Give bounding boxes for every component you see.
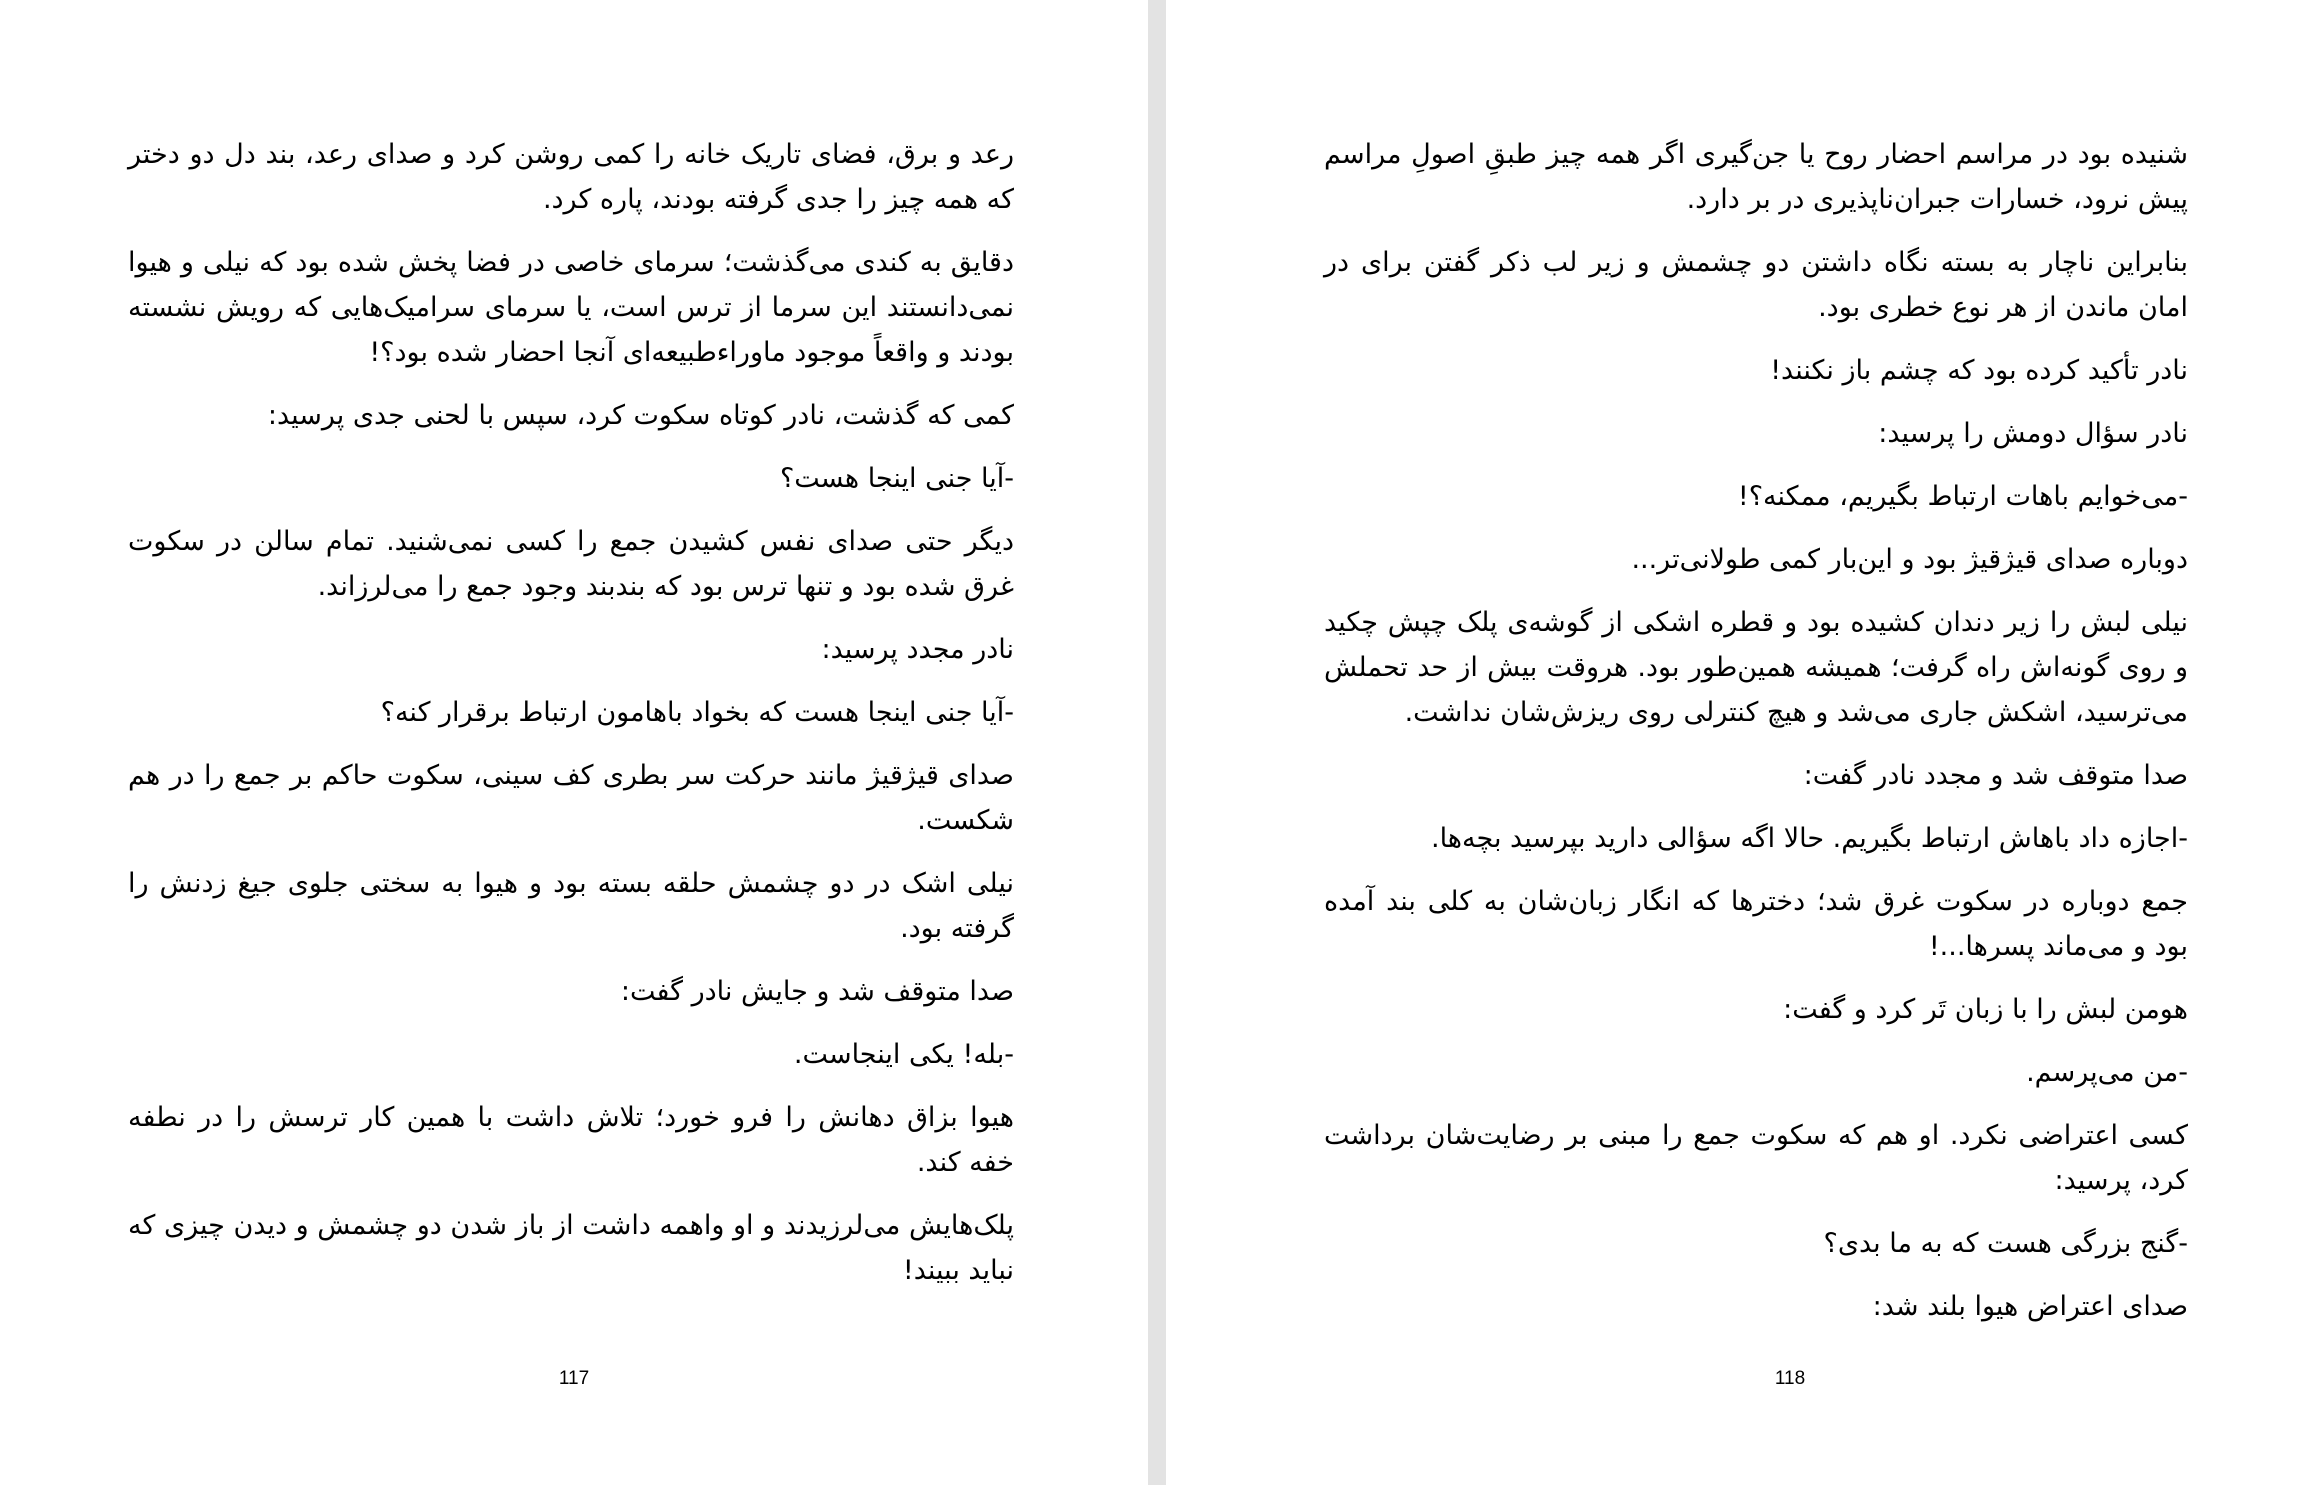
paragraph: -من می‌پرسم.	[2026, 1057, 2188, 1088]
paragraph: کسی اعتراضی نکرد. او هم که سکوت جمع را مبنی بر رضایت‌شان برداشت کرد، پرسید:	[1324, 1120, 2188, 1196]
paragraph: دقایق به کندی می‌گذشت؛ سرمای خاصی در فضا پخش شده بود که نیلی و هیوا نمی‌دانستند این سرما از ترس است، یا سرمای سرامیک‌هایی که رویش نشسته بودند و واقعاً موجود ماوراءطبیعه‌ای آنجا احضار شده بود؟!	[128, 247, 1014, 368]
paragraph: نیلی اشک در دو چشمش حلقه بسته بود و هیوا به سختی جلوی جیغ زدنش را گرفته بود.	[128, 868, 1014, 944]
page-text	[1324, 132, 2188, 1347]
paragraph: نیلی لبش را زیر دندان کشیده بود و قطره اشکی از گوشه‌ی پلک چپش چکید و روی گونه‌اش راه گرفت؛ همیشه همین‌طور بود. هروقت بیش از حد تحملش می‌ترسید، اشکش جاری می‌شد و هیچ کنترلی روی ریزش‌شان نداشت.	[1324, 607, 2188, 728]
paragraph: رعد و برق، فضای تاریک خانه را کمی روشن کرد و صدای رعد، بند دل دو دختر که همه چیز را جدی گرفته بودند، پاره کرد.	[128, 139, 1014, 215]
paragraph: -اجازه داد باهاش ارتباط بگیریم. حالا اگه سؤالی دارید بپرسید بچه‌ها.	[1431, 823, 2188, 854]
paragraph: نادر تأکید کرده بود که چشم باز نکنند!	[1770, 355, 2188, 386]
paragraph: -آیا جنی اینجا هست؟	[779, 463, 1014, 494]
page-number: 117	[558, 1368, 590, 1389]
paragraph: -آیا جنی اینجا هست که بخواد باهامون ارتباط برقرار کنه؟	[380, 697, 1014, 728]
paragraph: جمع دوباره در سکوت غرق شد؛ دخترها که انگار زبان‌شان به کلی بند آمده بود و می‌ماند پسرها...!	[1324, 886, 2188, 962]
paragraph: دیگر حتی صدای نفس کشیدن جمع را کسی نمی‌شنید. تمام سالن در سکوت غرق شده بود و تنها ترس بود که بندبند وجود جمع را می‌لرزاند.	[128, 526, 1014, 602]
paragraph: شنیده بود در مراسم احضار روح یا جن‌گیری اگر همه چیز طبقِ اصولِ مراسم پیش نرود، خسارات جبران‌ناپذیری در بر دارد.	[1324, 139, 2188, 215]
paragraph: نادر سؤال دومش را پرسید:	[1878, 418, 2188, 449]
paragraph: صدای قیژقیژ مانند حرکت سر بطری کف سینی، سکوت حاکم بر جمع را در هم شکست.	[128, 760, 1014, 836]
page-text	[128, 132, 1014, 1311]
paragraph: صدا متوقف شد و جایش نادر گفت:	[620, 976, 1014, 1007]
paragraph: کمی که گذشت، نادر کوتاه سکوت کرد، سپس با لحنی جدی پرسید:	[267, 400, 1014, 431]
page-number: 118	[1774, 1368, 1806, 1389]
paragraph: صدا متوقف شد و مجدد نادر گفت:	[1803, 760, 2188, 791]
page-117	[0, 0, 1148, 1485]
paragraph: صدای اعتراض هیوا بلند شد:	[1872, 1291, 2188, 1322]
page-gutter	[1148, 0, 1166, 1485]
page-118	[1166, 0, 2314, 1485]
paragraph: بنابراین ناچار به بسته نگاه داشتن دو چشمش و زیر لب ذکر گفتن برای در امان ماندن از هر نوع خطری بود.	[1324, 247, 2188, 323]
paragraph: -بله! یکی اینجاست.	[793, 1039, 1014, 1070]
paragraph: پلک‌هایش می‌لرزیدند و او واهمه داشت از باز شدن دو چشمش و دیدن چیزی که نباید ببیند!	[128, 1210, 1014, 1286]
paragraph: دوباره صدای قیژقیژ بود و این‌بار کمی طولانی‌تر...	[1631, 544, 2188, 575]
paragraph: -می‌خوایم باهات ارتباط بگیریم، ممکنه؟!	[1737, 481, 2188, 512]
paragraph: هومن لبش را با زبان تَر کرد و گفت:	[1783, 994, 2188, 1025]
paragraph: هیوا بزاق دهانش را فرو خورد؛ تلاش داشت با همین کار ترسش را در نطفه خفه کند.	[128, 1102, 1014, 1178]
paragraph: -گنج بزرگی هست که به ما بدی؟	[1823, 1228, 2188, 1259]
paragraph: نادر مجدد پرسید:	[821, 634, 1014, 665]
